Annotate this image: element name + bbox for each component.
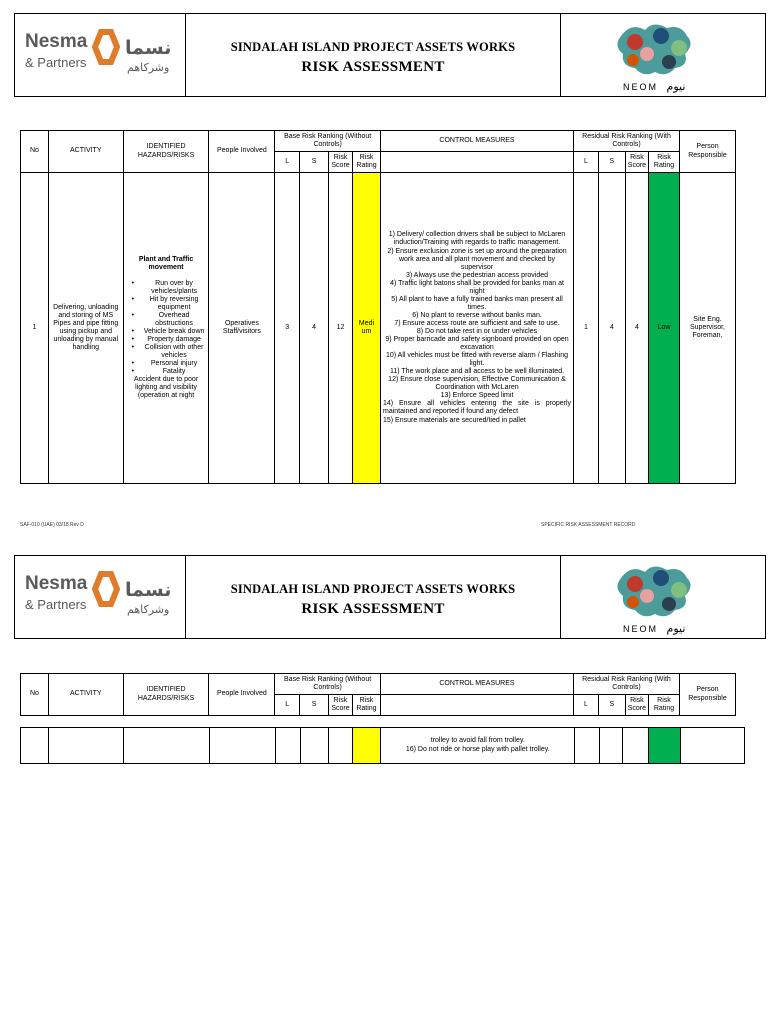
risk-assessment-table-page2-header xyxy=(20,673,736,716)
hazard-item: • Run over by vehicles/plants xyxy=(136,280,207,296)
nesma-arabic-brand: نسما xyxy=(125,579,172,601)
col-no: No xyxy=(21,131,49,173)
footer-record-title: SPECIFIC RISK ASSESSMENT RECORD xyxy=(541,522,636,528)
control-item: 11) The work place and all access to be well illuminated. xyxy=(389,368,565,376)
hazard-item: • Vehicle break down xyxy=(136,328,207,336)
col-person: Person Responsible xyxy=(680,131,736,173)
nesma-arabic-sub: وشركاهم xyxy=(127,603,170,616)
nesma-hexagon-icon xyxy=(95,32,117,62)
neom-text: NEOM xyxy=(623,82,658,92)
col-control-blank xyxy=(380,695,573,716)
hazard-extra: Accident due to poor lighting and visibility (operation at night xyxy=(133,376,199,400)
nesma-sub-text: & Partners xyxy=(25,55,87,70)
col-base-ranking: Base Risk Ranking (Without Controls) xyxy=(275,131,381,152)
nesma-arabic-brand: نسما xyxy=(125,37,172,59)
control-item: 15) Ensure materials are secured/tied in pallet xyxy=(383,416,526,424)
hazard-item: • Collision with other vehicles xyxy=(136,344,207,360)
neom-arabic-text: نيوم xyxy=(666,623,686,635)
col-res-l: L xyxy=(573,695,598,716)
col-l: L xyxy=(275,695,300,716)
row-no: 1 xyxy=(21,173,49,484)
risk-assessment-table-page2-body xyxy=(20,727,745,764)
col-person: Person Responsible xyxy=(679,674,735,716)
col-res-risk-rating: Risk Rating xyxy=(649,152,680,173)
nesma-brand-text: Nesma xyxy=(25,573,88,594)
title-block xyxy=(186,556,561,638)
col-activity: ACTIVITY xyxy=(48,131,123,173)
col-s: S xyxy=(300,695,329,716)
nesma-logo-icon xyxy=(15,556,185,640)
hazard-title: Plant and Traffic movement xyxy=(138,255,194,271)
col-people: People Involved xyxy=(209,674,275,716)
row-s: 4 xyxy=(300,173,329,484)
risk-assessment-table xyxy=(20,130,736,484)
control-item: 8) Do not take rest in or under vehicles xyxy=(416,328,538,335)
row-rating-medium xyxy=(353,728,381,764)
control-item: 4) Traffic light batons shall be provided for banks man at night xyxy=(390,279,564,295)
control-item: 3) Always use the pedestrian access provided xyxy=(406,271,549,279)
row-controls xyxy=(381,728,575,764)
control-item: 12) Ensure close supervision, Effective Communication & Coordination with McLaren xyxy=(388,376,566,392)
control-item: 5) All plant to have a fully trained banks man present all times. xyxy=(391,295,563,311)
col-res-s: S xyxy=(598,152,625,173)
col-res-risk-score: Risk Score xyxy=(625,152,648,173)
hazard-list xyxy=(126,280,207,377)
neom-arabic-text: نيوم xyxy=(666,81,686,93)
nesma-logo xyxy=(15,556,186,638)
col-res-l: L xyxy=(574,152,599,173)
hazard-item: • Overhead obstructions xyxy=(136,312,207,328)
row-hazards xyxy=(123,173,209,484)
col-hazards: IDENTIFIED HAZARDS/RISKS xyxy=(123,131,209,173)
col-residual-ranking: Residual Risk Ranking (With Controls) xyxy=(574,131,680,152)
control-item: trolley to avoid fall from trolley. xyxy=(430,737,525,745)
title-block xyxy=(186,14,561,96)
col-risk-rating: Risk Rating xyxy=(353,152,381,173)
control-item: 7) Ensure access route are sufficient and safe to use. xyxy=(394,319,560,327)
col-res-s: S xyxy=(598,695,625,716)
col-control-blank xyxy=(381,152,574,173)
row-res-s: 4 xyxy=(598,173,625,484)
row-rating-medium: Medi um xyxy=(353,173,381,484)
row-res-rating-low xyxy=(649,728,681,764)
nesma-arabic-sub: وشركاهم xyxy=(127,61,170,74)
nesma-hexagon-icon xyxy=(95,574,117,604)
row-person: Site Eng. Supervisor, Foreman, xyxy=(680,173,736,484)
hazard-item: • Hit by reversing equipment xyxy=(136,296,207,312)
hazard-item: • Property damage xyxy=(136,336,207,344)
control-item: 1) Delivery/ collection drivers shall be subject to McLaren induction/Training with regards to traffic management. xyxy=(388,231,566,247)
nesma-logo xyxy=(15,14,186,96)
row-people: Operatives Staff/visitors xyxy=(209,173,275,484)
col-risk-score: Risk Score xyxy=(329,695,353,716)
col-control: CONTROL MEASURES xyxy=(380,674,573,695)
row-res-l: 1 xyxy=(574,173,599,484)
row-l: 3 xyxy=(275,173,300,484)
control-item: 6) No plant to reverse without banks man. xyxy=(412,311,542,319)
table-row xyxy=(21,173,736,484)
neom-logo xyxy=(561,556,765,638)
col-base-ranking: Base Risk Ranking (Without Controls) xyxy=(275,674,381,695)
control-item: 2) Ensure exclusion zone is set up around the preparation work area and all plant movement and checked by supervisor xyxy=(387,247,567,271)
hazard-item: • Fatality xyxy=(136,368,207,376)
project-title: SINDALAH ISLAND PROJECT ASSETS WORKS xyxy=(230,582,516,596)
nesma-brand-text: Nesma xyxy=(25,31,88,52)
control-item: 16) Do not ride or horse play with pallet trolley. xyxy=(405,745,550,753)
col-control: CONTROL MEASURES xyxy=(381,131,574,152)
hazard-item: • Personal injury xyxy=(136,360,207,368)
row-res-rating-low: Low xyxy=(649,173,680,484)
row-res-score: 4 xyxy=(625,173,648,484)
col-activity: ACTIVITY xyxy=(48,674,123,716)
document-title: RISK ASSESSMENT xyxy=(301,601,445,617)
col-risk-rating: Risk Rating xyxy=(352,695,380,716)
control-item: 14) Ensure all vehicles entering the site is properly maintained and reported if found any defect xyxy=(383,400,572,416)
row-controls xyxy=(381,173,574,484)
control-item: 9) Proper barricade and safety signboard provided on open excavation xyxy=(385,336,569,352)
neom-text: NEOM xyxy=(623,624,658,634)
header-box xyxy=(14,13,766,97)
col-l: L xyxy=(275,152,300,173)
row-score: 12 xyxy=(329,173,353,484)
col-hazards: IDENTIFIED HAZARDS/RISKS xyxy=(123,674,209,716)
table-header-row xyxy=(21,674,736,695)
header-box-page2 xyxy=(14,555,766,639)
control-item: 10) All vehicles must be fitted with reverse alarm / Flashing light. xyxy=(385,352,569,368)
col-risk-score: Risk Score xyxy=(329,152,353,173)
col-s: S xyxy=(300,152,329,173)
col-res-risk-rating: Risk Rating xyxy=(649,695,680,716)
neom-logo xyxy=(561,14,765,96)
nesma-logo-icon xyxy=(15,14,185,98)
row-activity: Delivering, unloading and storing of MS Pipes and pipe fitting using pickup and unloading by manual handling xyxy=(48,173,123,484)
document-title: RISK ASSESSMENT xyxy=(301,59,445,75)
col-res-risk-score: Risk Score xyxy=(625,695,648,716)
control-item: 13) Enforce Speed limit xyxy=(440,392,514,400)
col-no: No xyxy=(21,674,49,716)
project-title: SINDALAH ISLAND PROJECT ASSETS WORKS xyxy=(230,40,516,54)
table-header-row xyxy=(21,131,736,152)
neom-wordmark xyxy=(623,80,685,93)
footer-doc-code: SAF-010 (UAE) 03/18 Rev D xyxy=(20,522,84,528)
neom-wordmark xyxy=(623,622,685,635)
col-people: People Involved xyxy=(209,131,275,173)
table-row xyxy=(21,728,745,764)
col-residual-ranking: Residual Risk Ranking (With Controls) xyxy=(573,674,679,695)
nesma-sub-text: & Partners xyxy=(25,597,87,612)
